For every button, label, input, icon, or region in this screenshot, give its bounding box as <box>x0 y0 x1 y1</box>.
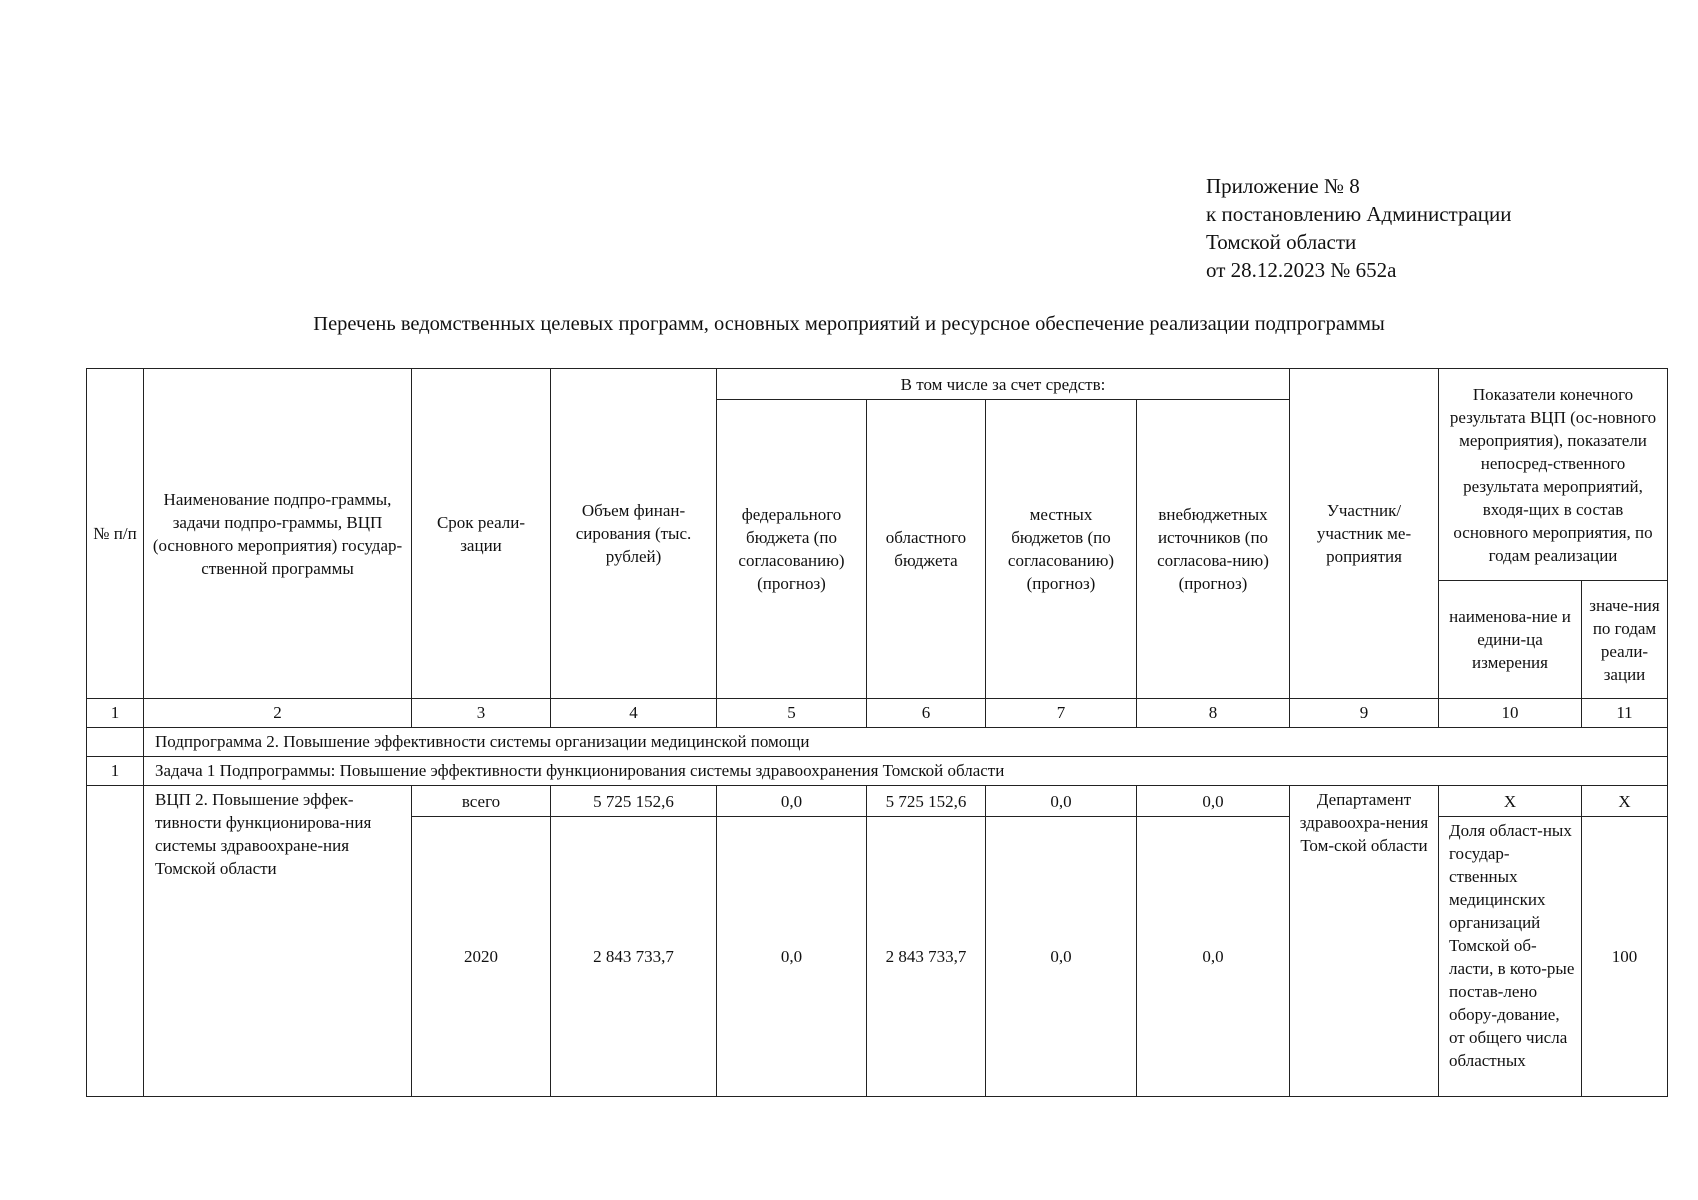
vcp-total-row <box>87 786 1668 817</box>
header-name: Наименование подпро-граммы, задачи подпро-граммы, ВЦП (основного мероприятия) государ-ственной программы <box>144 369 412 699</box>
header-indicator-value: значе-ния по годам реали-зации <box>1582 581 1668 699</box>
column-number: 6 <box>867 699 986 728</box>
header-participant: Участник/ участник ме-роприятия <box>1290 369 1439 699</box>
column-numbers-row <box>87 699 1668 728</box>
regional-total: 5 725 152,6 <box>867 786 986 817</box>
column-number: 11 <box>1582 699 1668 728</box>
document-title: Перечень ведомственных целевых программ, основных мероприятий и ресурсное обеспечение реализации подпрограммы <box>313 313 1385 335</box>
column-number: 3 <box>412 699 551 728</box>
header-extra: внебюджетных источников (по согласова-нию) (прогноз) <box>1137 400 1290 699</box>
vcp-name: ВЦП 2. Повышение эффек-тивности функционирова-ния системы здравоохране-ния Томской области <box>144 786 412 1097</box>
volume-total: 5 725 152,6 <box>551 786 717 817</box>
appendix-line-1: Приложение № 8 <box>1206 174 1360 198</box>
header-period: Срок реали-зации <box>412 369 551 699</box>
federal-2020: 0,0 <box>717 817 867 1097</box>
vcp-participant: Департамент здравоохра-нения Том-ской области <box>1290 786 1439 1097</box>
appendix-block <box>1206 172 1512 284</box>
column-number: 2 <box>144 699 412 728</box>
column-number: 8 <box>1137 699 1290 728</box>
task-title: Задача 1 Подпрограммы: Повышение эффективности функционирования системы здравоохранения Томской области <box>144 757 1668 786</box>
value-total: Х <box>1582 786 1668 817</box>
volume-2020: 2 843 733,7 <box>551 817 717 1097</box>
header-funds-group: В том числе за счет средств: <box>717 369 1290 400</box>
program-table <box>86 368 1668 1097</box>
appendix-line-2: к постановлению Администрации <box>1206 202 1512 226</box>
header-local: местных бюджетов (по согласованию) (прогноз) <box>986 400 1137 699</box>
subprogram-row <box>87 728 1668 757</box>
local-2020: 0,0 <box>986 817 1137 1097</box>
column-number: 1 <box>87 699 144 728</box>
indicator-2020: Доля област-ных государ-ственных медицинских организаций Томской об-ласти, в кото-рые постав-лено обору-дование, от общего числа областных <box>1439 817 1582 1097</box>
column-number: 7 <box>986 699 1137 728</box>
extra-total: 0,0 <box>1137 786 1290 817</box>
vcp-num-cell <box>87 786 144 1097</box>
regional-2020: 2 843 733,7 <box>867 817 986 1097</box>
header-federal: федерального бюджета (по согласованию) (прогноз) <box>717 400 867 699</box>
federal-total: 0,0 <box>717 786 867 817</box>
subprogram-title: Подпрограмма 2. Повышение эффективности системы организации медицинской помощи <box>144 728 1668 757</box>
period-2020: 2020 <box>412 817 551 1097</box>
period-total: всего <box>412 786 551 817</box>
column-number: 4 <box>551 699 717 728</box>
header-indicator-name: наименова-ние и едини-ца измерения <box>1439 581 1582 699</box>
header-num: № п/п <box>87 369 144 699</box>
appendix-line-4: от 28.12.2023 № 652а <box>1206 258 1397 282</box>
header-volume: Объем финан-сирования (тыс. рублей) <box>551 369 717 699</box>
column-number: 5 <box>717 699 867 728</box>
subprogram-num-cell <box>87 728 144 757</box>
column-number: 9 <box>1290 699 1439 728</box>
local-total: 0,0 <box>986 786 1137 817</box>
header-row-1 <box>87 369 1668 400</box>
header-regional: областного бюджета <box>867 400 986 699</box>
value-2020: 100 <box>1582 817 1668 1097</box>
indicator-total: Х <box>1439 786 1582 817</box>
task-num: 1 <box>87 757 144 786</box>
header-indicators-group: Показатели конечного результата ВЦП (ос-новного мероприятия), показатели непосред-ственного результата мероприятий, входя-щих в состав основного мероприятия, по годам реализации <box>1439 369 1668 581</box>
appendix-line-3: Томской области <box>1206 230 1357 254</box>
column-number: 10 <box>1439 699 1582 728</box>
task-row <box>87 757 1668 786</box>
extra-2020: 0,0 <box>1137 817 1290 1097</box>
